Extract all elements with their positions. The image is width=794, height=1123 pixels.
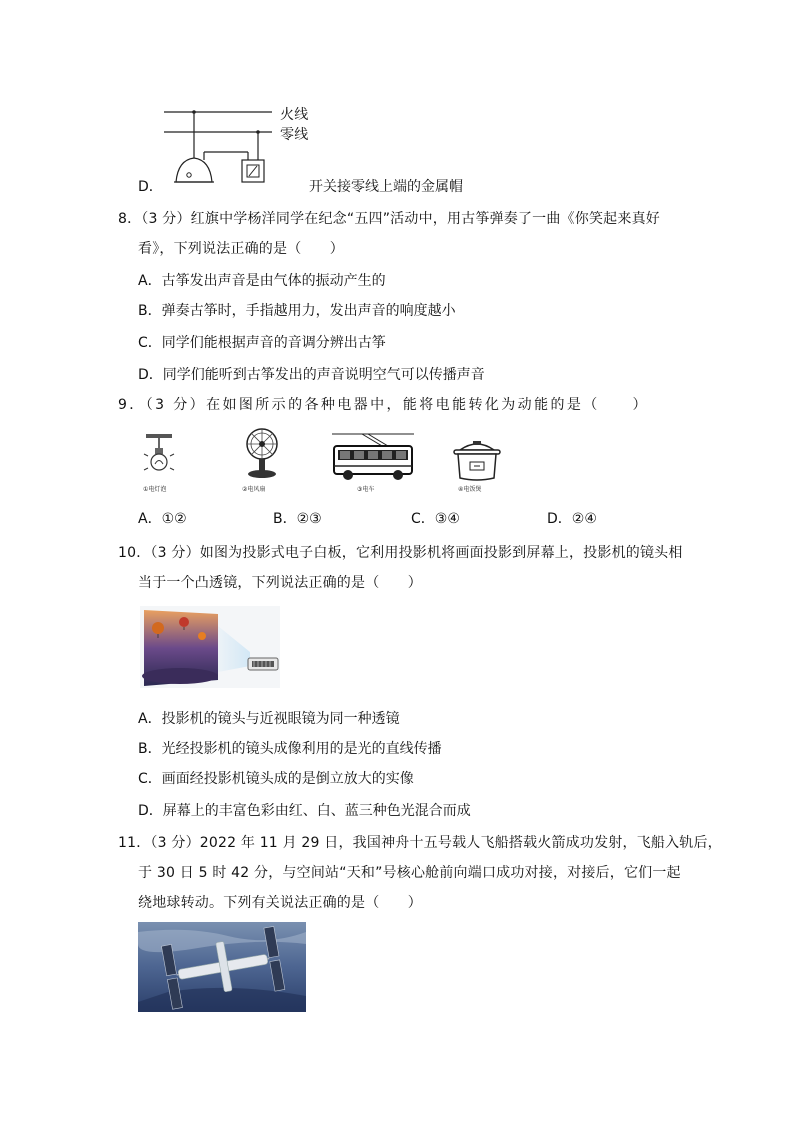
answer-option: B．②③ (273, 511, 322, 527)
circuit-diagram (160, 100, 280, 192)
appliance-caption: ④电饭煲 (458, 486, 482, 493)
question-stem: 绕地球转动。下列有关说法正确的是（ ） (138, 895, 422, 911)
question-stem: 11．（3 分）2022 年 11 月 29 日，我国神舟十五号载人飞船搭载火箭成功发射，飞船入轨后， (118, 835, 722, 851)
question-stem: 9．（3 分）在如图所示的各种电器中，能将电能转化为动能的是（ ） (118, 397, 649, 413)
appliance-caption: ③电车 (357, 486, 375, 493)
answer-option: D．屏幕上的丰富色彩由红、白、蓝三种色光混合而成 (138, 803, 471, 819)
answer-option: A．投影机的镜头与近视眼镜为同一种透镜 (138, 711, 400, 727)
answer-option: C．③④ (411, 511, 460, 527)
answer-option: A．①② (138, 511, 187, 527)
answer-option: C．画面经投影机镜头成的是倒立放大的实像 (138, 771, 414, 787)
answer-option: D．②④ (547, 511, 597, 527)
option-d-text: 开关接零线上端的金属帽 (309, 179, 463, 195)
question-stem: 8．（3 分）红旗中学杨洋同学在纪念“五四”活动中，用古筝弹奏了一曲《你笑起来真好 (118, 211, 660, 227)
answer-option: A．古筝发出声音是由气体的振动产生的 (138, 273, 386, 289)
appliance-caption: ②电风扇 (242, 486, 266, 493)
answer-option: B．光经投影机的镜头成像利用的是光的直线传播 (138, 741, 442, 757)
electric-fan-image (242, 426, 282, 484)
wire-neutral-label: 零线 (280, 127, 309, 143)
appliance-caption: ①电灯泡 (143, 486, 167, 493)
wire-live-label: 火线 (280, 107, 309, 123)
answer-option: B．弹奏古筝时，手指越用力，发出声音的响度越小 (138, 303, 456, 319)
tram-image (332, 432, 414, 484)
rice-cooker-image (452, 438, 502, 484)
question-stem: 于 30 日 5 时 42 分，与空间站“天和”号核心舱前向端口成功对接，对接后，它们一起 (138, 865, 681, 881)
question-stem: 当于一个凸透镜，下列说法正确的是（ ） (138, 575, 422, 591)
option-d-letter: D． (138, 179, 163, 195)
answer-option: C．同学们能根据声音的音调分辨出古筝 (138, 335, 386, 351)
space-station-image (138, 922, 306, 1012)
question-stem: 看》，下列说法正确的是（ ） (138, 241, 344, 257)
answer-option: D．同学们能听到古筝发出的声音说明空气可以传播声音 (138, 367, 485, 383)
light-bulb-image (140, 432, 180, 488)
projector-whiteboard-image (140, 606, 280, 688)
question-stem: 10．（3 分）如图为投影式电子白板，它利用投影机将画面投影到屏幕上，投影机的镜头相 (118, 545, 683, 561)
